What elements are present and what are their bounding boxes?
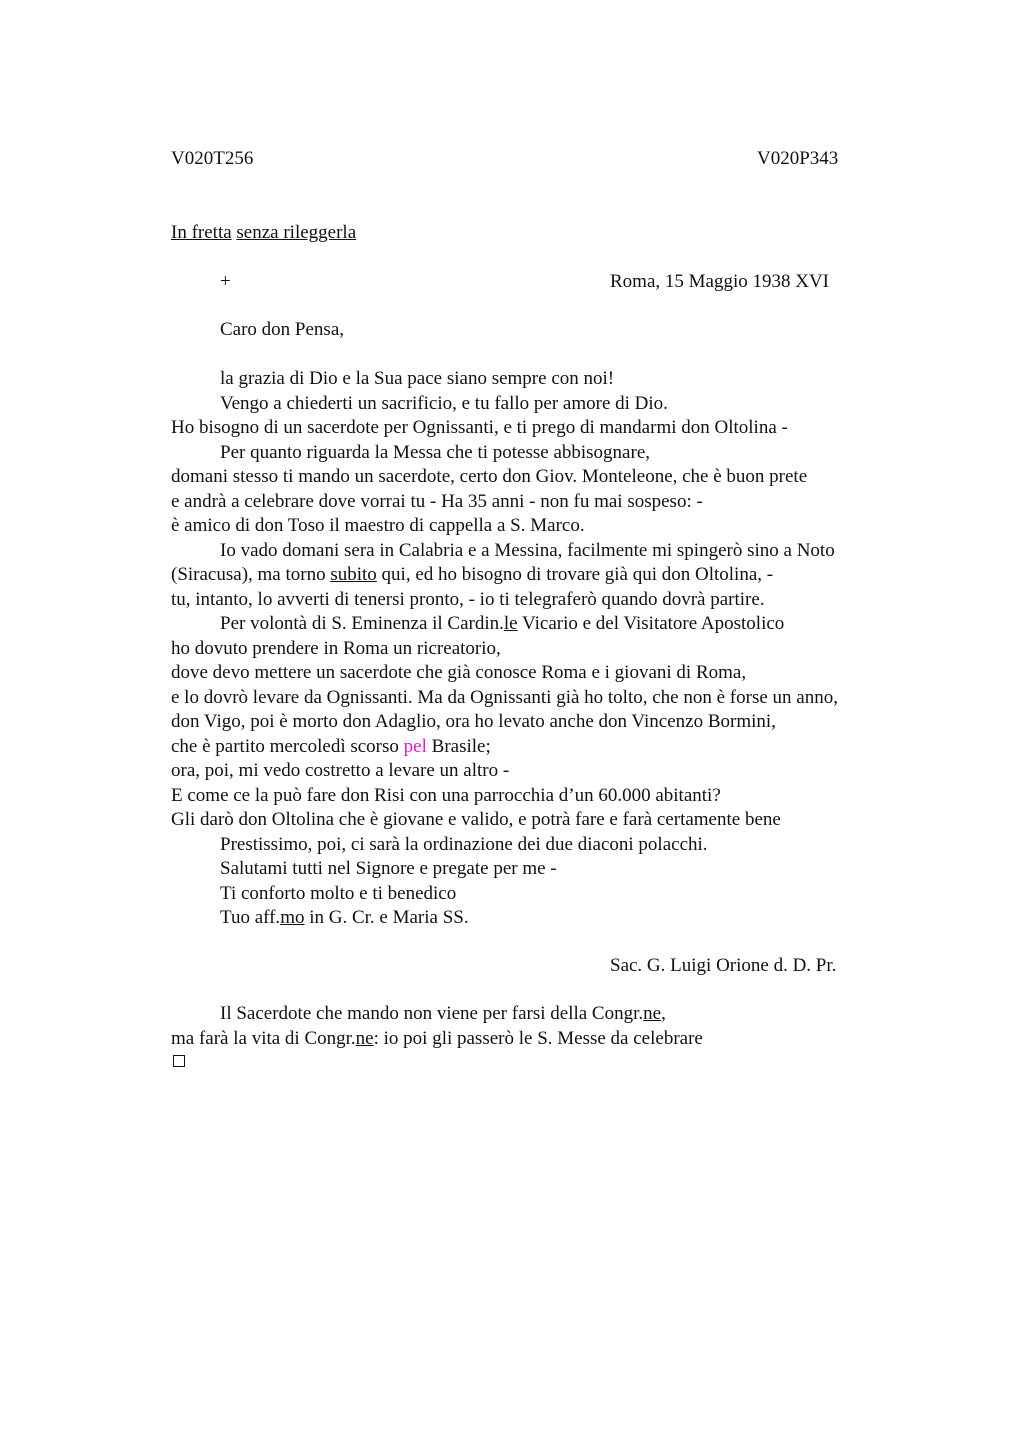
body-line (171, 735, 931, 760)
body-line: ho dovuto prendere in Roma un ricreatorio, (171, 637, 501, 659)
body-line (171, 563, 931, 588)
body-text: in G. Cr. e Maria SS. (304, 907, 469, 928)
body-text: Per volontà di S. Eminenza il Cardin. (220, 613, 504, 634)
body-line: dove devo mettere un sacerdote che già conosce Roma e i giovani di Roma, (171, 662, 747, 683)
body-line: è amico di don Toso il maestro di cappella a S. Marco. (171, 515, 585, 536)
underlined-suffix: mo (280, 907, 305, 928)
body-line: Io vado domani sera in Calabria e a Messina, facilmente mi spingerò sino a Noto (220, 539, 835, 561)
body-line: Prestissimo, poi, ci sarà la ordinazione dei due diaconi polacchi. (220, 833, 708, 855)
underlined-suffix: ne (355, 1027, 374, 1049)
header-right-code: V020P343 (757, 148, 839, 169)
signature: Sac. G. Luigi Orione d. D. Pr. (610, 955, 837, 976)
body-line: Ti conforto molto e ti benedico (220, 882, 457, 904)
body-line: Gli darò don Oltolina che è giovane e valido, e potrà fare e farà certamente bene (171, 809, 781, 830)
header-left-code: V020T256 (171, 148, 254, 169)
body-line: don Vigo, poi è morto don Adaglio, ora ho levato anche don Vincenzo Bormini, (171, 711, 776, 732)
body-text: , (661, 1003, 666, 1024)
body-line: Ho bisogno di un sacerdote per Ognissanti, e ti prego di mandarmi don Oltolina - (171, 417, 788, 438)
highlighted-word: pel (403, 735, 427, 757)
underlined-suffix: ne (643, 1003, 662, 1024)
underlined-suffix: le (503, 613, 518, 634)
body-text: Il Sacerdote che mando non viene per farsi della Congr. (220, 1003, 644, 1024)
postscript (171, 1002, 931, 1051)
body-text: Tuo aff. (220, 907, 281, 928)
cross-mark: + (220, 271, 231, 292)
body-line: tu, intanto, lo avverti di tenersi pronto, - io ti telegraferò quando dovrà partire. (171, 588, 765, 610)
body-text: che è partito mercoledì scorso (171, 735, 404, 757)
body-text: Brasile; (426, 735, 491, 757)
body-line (171, 612, 931, 637)
body-line: e andrà a celebrare dove vorrai tu - Ha 35 anni - non fu mai sospeso: - (171, 490, 703, 512)
body-text: qui, ed ho bisogno di trovare già qui don Oltolina, - (376, 564, 774, 585)
body-line: Salutami tutti nel Signore e pregate per me - (220, 858, 557, 879)
body-line: Vengo a chiederti un sacrificio, e tu fallo per amore di Dio. (220, 392, 668, 414)
underlined-word: subito (330, 564, 377, 585)
body-line (171, 906, 931, 931)
note-senza-rileggerla: senza rileggerla (236, 222, 357, 243)
body-line: domani stesso ti mando un sacerdote, certo don Giov. Monteleone, che è buon prete (171, 466, 808, 487)
body-line: E come ce la può fare don Risi con una parrocchia d’un 60.000 abitanti? (171, 784, 721, 806)
body-text: Vicario e del Visitatore Apostolico (517, 613, 785, 634)
checkbox-square-icon (173, 1055, 185, 1067)
body-line: la grazia di Dio e la Sua pace siano sempre con noi! (220, 368, 615, 389)
body-text: ma farà la vita di Congr. (171, 1027, 356, 1049)
salutation: Caro don Pensa, (220, 319, 345, 340)
body-text: (Siracusa), ma torno (171, 564, 331, 585)
postscript-line (171, 1002, 931, 1027)
body-line: e lo dovrò levare da Ognissanti. Ma da Ognissanti già ho tolto, che non è forse un anno, (171, 686, 838, 708)
note-in-fretta: In fretta (171, 222, 232, 243)
body-text: : io poi gli passerò le S. Messe da celebrare (373, 1027, 703, 1049)
letter-body (171, 367, 931, 931)
body-line: ora, poi, mi vedo costretto a levare un altro - (171, 760, 510, 781)
letter-date: Roma, 15 Maggio 1938 XVI (610, 271, 830, 292)
postscript-line (171, 1027, 931, 1052)
handling-note (171, 221, 356, 245)
body-line: Per quanto riguarda la Messa che ti potesse abbisognare, (220, 441, 651, 463)
